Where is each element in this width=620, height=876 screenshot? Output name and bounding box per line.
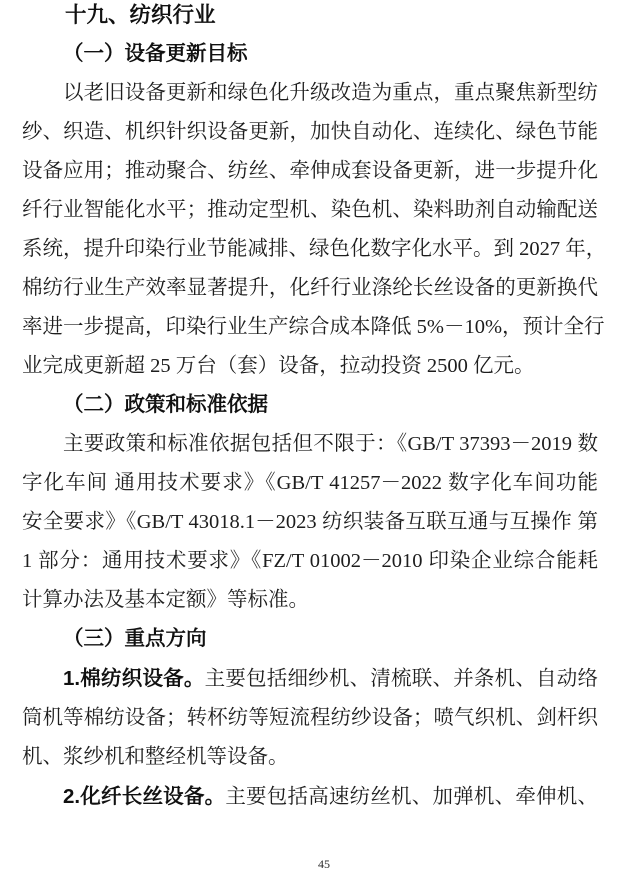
paragraph-line: 棉纺行业生产效率显著提升，化纤行业涤纶长丝设备的更新换代 xyxy=(22,277,598,299)
paragraph-line: 率进一步提高，印染行业生产综合成本降低 5%－10%，预计全行 xyxy=(22,316,605,338)
paragraph-line: 纱、织造、机织针织设备更新，加快自动化、连续化、绿色节能 xyxy=(22,121,598,143)
paragraph-line: 筒机等棉纺设备；转杯纺等短流程纺纱设备；喷气织机、剑杆织 xyxy=(22,707,598,729)
paragraph-line: 1 部分：通用技术要求》《FZ/T 01002－2010 印染企业综合能耗 xyxy=(22,550,598,572)
paragraph-line xyxy=(22,659,598,699)
paragraph-line: 计算办法及基本定额》等标准。 xyxy=(22,589,309,611)
paragraph-line xyxy=(22,777,598,817)
paragraph-line: 设备应用；推动聚合、纺丝、牵伸成套设备更新，进一步提升化 xyxy=(22,160,598,182)
chapter-title: 十九、纺织行业 xyxy=(65,3,216,27)
paragraph-line: 纤行业智能化水平；推动定型机、染色机、染料助剂自动输配送 xyxy=(22,199,598,221)
item-number-label: 1.棉纺织设备。 xyxy=(63,667,205,690)
section-heading-1: （一）设备更新目标 xyxy=(63,43,248,65)
section-heading-3: （三）重点方向 xyxy=(63,628,207,650)
paragraph-line: 业完成更新超 25 万台（套）设备，拉动投资 2500 亿元。 xyxy=(22,355,535,377)
paragraph-text: 主要包括高速纺丝机、加弹机、牵伸机、 xyxy=(225,786,598,808)
item-number-label: 2.化纤长丝设备。 xyxy=(63,785,226,808)
section-heading-2: （二）政策和标准依据 xyxy=(63,394,268,416)
paragraph-line: 以老旧设备更新和绿色化升级改造为重点，重点聚焦新型纺 xyxy=(63,82,598,104)
paragraph-line: 字化车间 通用技术要求》《GB/T 41257－2022 数字化车间功能 xyxy=(22,472,598,494)
paragraph-line: 系统，提升印染行业节能减排、绿色化数字化水平。到 2027 年， xyxy=(22,238,607,260)
paragraph-line: 机、浆纱机和整经机等设备。 xyxy=(22,746,289,768)
paragraph-line: 主要政策和标准依据包括但不限于：《GB/T 37393－2019 数 xyxy=(63,433,598,455)
page-number: 45 xyxy=(318,857,330,871)
paragraph-line: 安全要求》《GB/T 43018.1－2023 纺织装备互联互通与互操作 第 xyxy=(22,511,598,533)
paragraph-text: 主要包括细纱机、清梳联、并条机、自动络 xyxy=(204,668,598,690)
